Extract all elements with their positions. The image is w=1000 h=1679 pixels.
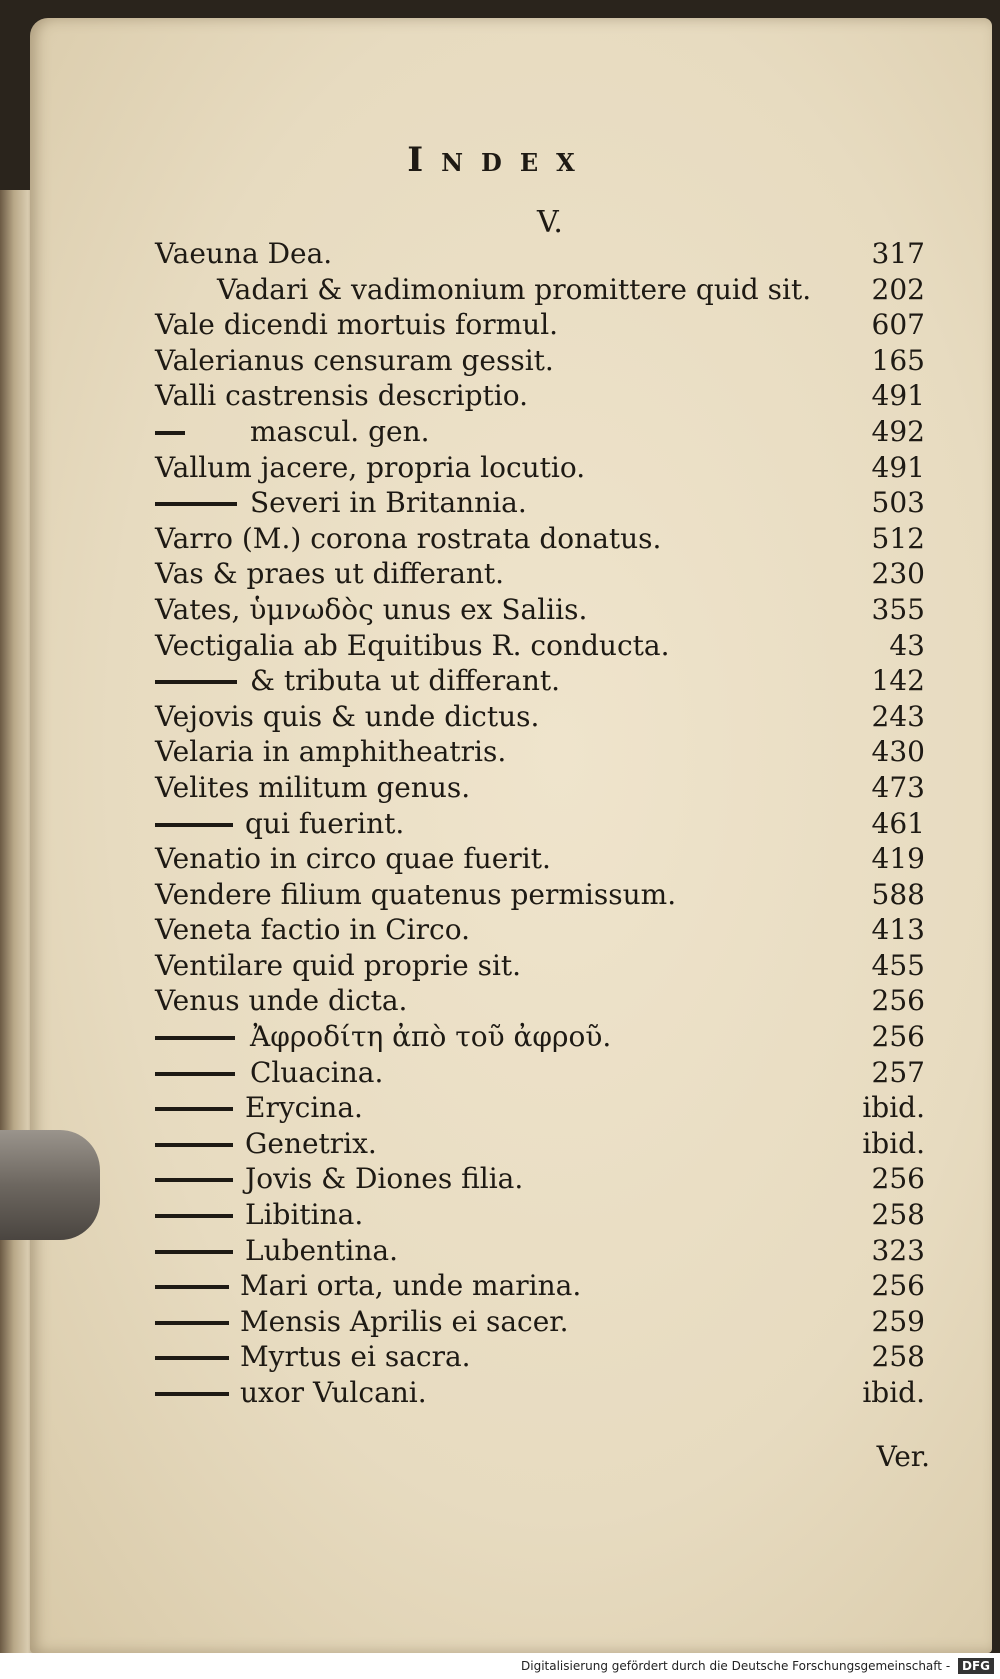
entry-term: Vates, ὑμνωδὸς unus ex Saliis.	[155, 592, 588, 626]
entry-page-number: 243	[871, 699, 925, 733]
entry-term: Jovis & Diones filia.	[245, 1162, 524, 1196]
index-entry	[155, 1375, 925, 1411]
index-entry	[155, 592, 925, 628]
digitization-footer	[0, 1653, 1000, 1679]
index-entry	[155, 1268, 925, 1304]
ditto-dash	[155, 1321, 229, 1325]
entry-term: Cluacina.	[250, 1055, 384, 1089]
entry-page-number: 492	[871, 414, 925, 448]
ditto-dash	[155, 1250, 233, 1254]
entry-page-number: 317	[871, 237, 925, 270]
index-entry	[155, 1161, 925, 1197]
entry-page-number: 413	[871, 913, 925, 947]
entry-page-number: 256	[871, 1162, 925, 1196]
index-entry	[155, 1126, 925, 1162]
index-entry	[155, 948, 925, 984]
index-entry	[155, 734, 925, 770]
index-entry	[155, 307, 925, 343]
entry-term: Myrtus ei sacra.	[240, 1340, 471, 1374]
entry-page-number: 258	[871, 1340, 925, 1374]
entry-term: Valli castrensis descriptio.	[155, 379, 528, 413]
entry-page-number: 461	[871, 806, 925, 840]
entry-term: Severi in Britannia.	[250, 486, 527, 520]
index-entry	[155, 628, 925, 664]
entry-term: Vendere filium quatenus permissum.	[155, 877, 677, 911]
entry-term: Genetrix.	[245, 1126, 377, 1160]
ditto-dash	[155, 1143, 233, 1147]
entry-page-number: 430	[871, 735, 925, 769]
entry-page-number: ibid.	[862, 1126, 925, 1160]
entry-term: mascul. gen.	[250, 414, 430, 448]
entry-term: Mari orta, unde marina.	[240, 1269, 582, 1303]
entry-term: Velaria in amphitheatris.	[155, 735, 507, 769]
index-entry	[155, 521, 925, 557]
entry-page-number: 230	[871, 557, 925, 591]
entry-page-number: 142	[871, 664, 925, 698]
running-head: Index	[407, 140, 593, 180]
entry-term: Vectigalia ab Equitibus R. conducta.	[155, 628, 670, 662]
index-entry	[155, 1197, 925, 1233]
entry-page-number: 419	[871, 842, 925, 876]
index-entry	[155, 236, 925, 272]
index-entry	[155, 556, 925, 592]
ditto-dash	[155, 1072, 235, 1076]
index-entry	[155, 1019, 925, 1055]
index-entry	[155, 1090, 925, 1126]
ditto-dash	[155, 431, 185, 435]
entry-page-number: 503	[871, 486, 925, 520]
entry-page-number: 491	[871, 450, 925, 484]
index-entry	[155, 1055, 925, 1091]
entry-page-number: 355	[871, 592, 925, 626]
index-entry	[155, 699, 925, 735]
entry-term: Varro (M.) corona rostrata donatus.	[155, 521, 662, 555]
entry-page-number: 259	[871, 1304, 925, 1338]
ditto-dash	[155, 1036, 235, 1040]
entry-term: Valerianus censuram gessit.	[155, 343, 554, 377]
entry-page-number: ibid.	[862, 1376, 925, 1409]
index-entry	[155, 983, 925, 1019]
index-entry	[155, 378, 925, 414]
entry-page-number: 257	[871, 1055, 925, 1089]
entry-term: Ventilare quid proprie sit.	[155, 948, 522, 982]
index-entry	[155, 841, 925, 877]
entry-page-number: 323	[871, 1233, 925, 1267]
entry-term: Vallum jacere, propria locutio.	[155, 450, 586, 484]
section-letter: V.	[537, 205, 563, 240]
entry-page-number: 256	[871, 984, 925, 1018]
index-entry	[155, 485, 925, 521]
ditto-dash	[155, 1107, 233, 1111]
entry-page-number: 588	[871, 877, 925, 911]
index-entry	[155, 450, 925, 486]
entry-page-number: 256	[871, 1020, 925, 1054]
entry-term: Vas & praes ut differant.	[155, 557, 505, 591]
entry-term: Erycina.	[245, 1091, 363, 1125]
entry-page-number: 258	[871, 1198, 925, 1232]
ditto-dash	[155, 1285, 229, 1289]
entry-page-number: 165	[871, 343, 925, 377]
entry-page-number: 256	[871, 1269, 925, 1303]
entry-term: Vaeuna Dea.	[155, 237, 333, 270]
entry-term: Venatio in circo quae fuerit.	[155, 842, 551, 876]
entry-term: Libitina.	[245, 1198, 364, 1232]
entry-page-number: 491	[871, 379, 925, 413]
ditto-dash	[155, 680, 237, 684]
entry-term: qui fuerint.	[245, 806, 405, 840]
entry-term: uxor Vulcani.	[240, 1376, 427, 1409]
entry-term: & tributa ut differant.	[250, 664, 561, 698]
entry-term: Lubentina.	[245, 1233, 398, 1267]
entry-term: Vale dicendi mortuis formul.	[155, 308, 559, 342]
entry-page-number: 473	[871, 770, 925, 804]
entry-page-number: 202	[871, 272, 925, 306]
index-entry	[155, 1304, 925, 1340]
footer-text: Digitalisierung gefördert durch die Deutsche Forschungsgemeinschaft -	[521, 1659, 951, 1673]
index-entry	[155, 343, 925, 379]
ditto-dash	[155, 1214, 233, 1218]
ditto-dash	[155, 1178, 233, 1182]
ditto-dash	[155, 502, 237, 506]
entry-page-number: 512	[871, 521, 925, 555]
entry-page-number: 455	[871, 948, 925, 982]
ditto-dash	[155, 1392, 229, 1396]
entry-term: Ἀφροδίτη ἀπὸ τοῦ ἀφροῦ.	[250, 1020, 612, 1054]
entry-term: Velites militum genus.	[155, 770, 471, 804]
entry-term: Vejovis quis & unde dictus.	[155, 699, 540, 733]
catchword: Ver.	[876, 1440, 930, 1473]
index-entry	[155, 272, 925, 308]
entry-term: Vadari & vadimonium promittere quid sit.	[217, 272, 812, 306]
index-entries	[155, 236, 925, 1411]
ditto-dash	[155, 1356, 229, 1360]
index-entry	[155, 770, 925, 806]
index-entry	[155, 663, 925, 699]
index-entry	[155, 877, 925, 913]
ditto-dash	[155, 823, 233, 827]
entry-term: Venus unde dicta.	[155, 984, 408, 1018]
entry-term: Mensis Aprilis ei sacer.	[240, 1304, 569, 1338]
index-entry	[155, 414, 925, 450]
index-entry	[155, 1339, 925, 1375]
entry-page-number: 607	[871, 308, 925, 342]
index-entry	[155, 912, 925, 948]
dfg-logo: DFG	[958, 1658, 994, 1674]
entry-term: Veneta factio in Circo.	[155, 913, 470, 947]
entry-page-number: 43	[889, 628, 925, 662]
entry-page-number: ibid.	[862, 1091, 925, 1125]
index-entry	[155, 806, 925, 842]
page-clip	[0, 1130, 100, 1240]
index-entry	[155, 1233, 925, 1269]
